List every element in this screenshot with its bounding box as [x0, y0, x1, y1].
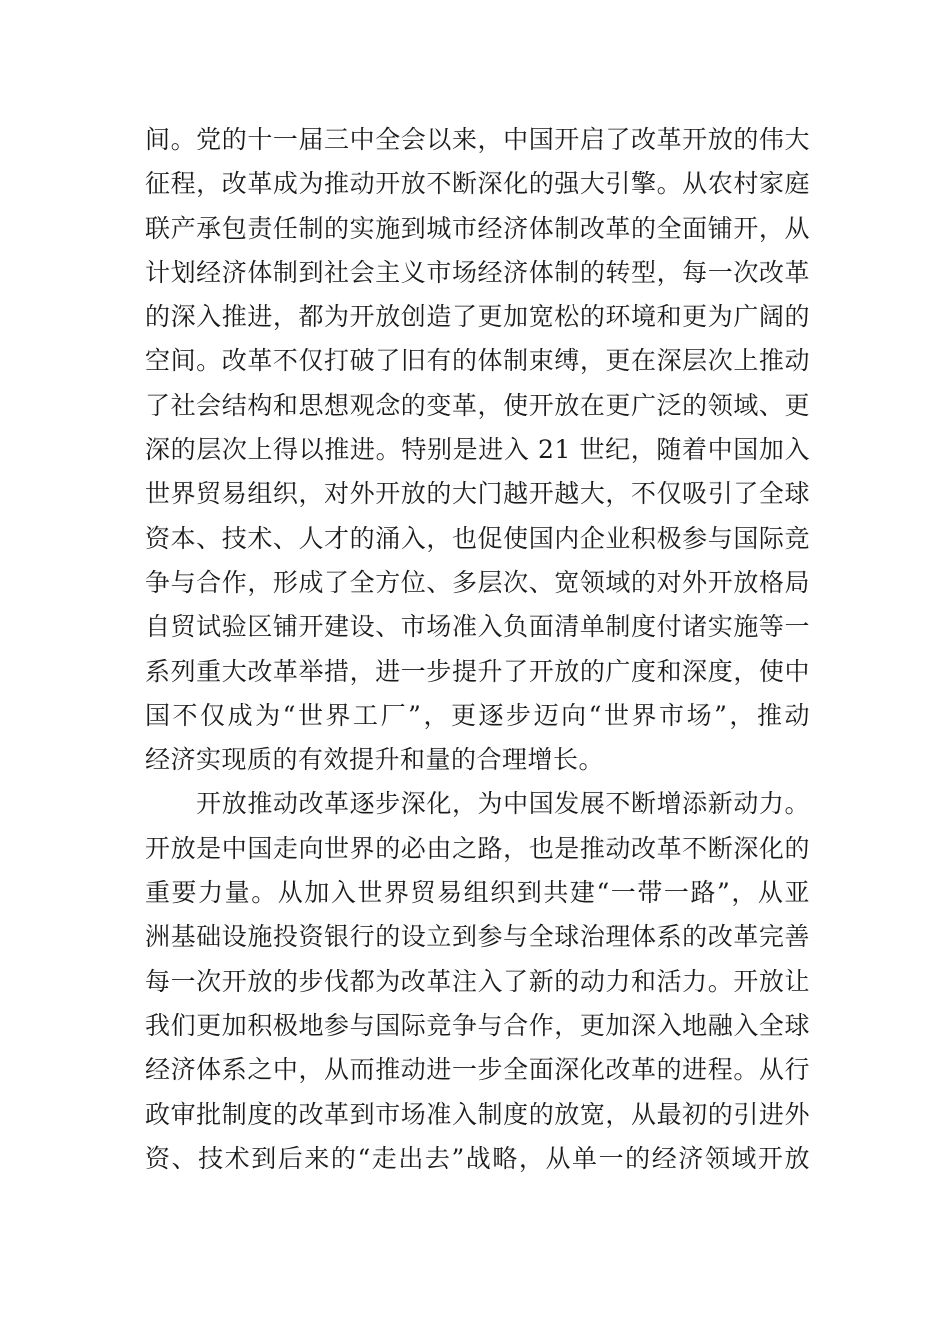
text-line: 自贸试验区铺开建设、市场准入负面清单制度付诸实施等一: [145, 612, 810, 642]
text-line: 的深入推进，都为开放创造了更加宽松的环境和更为广阔的: [145, 302, 810, 332]
text-line: 重要力量。从加入世界贸易组织到共建“一带一路”，从亚: [145, 878, 810, 908]
text-line: 经济实现质的有效提升和量的合理增长。: [145, 745, 605, 775]
text-line: 政审批制度的改革到市场准入制度的放宽，从最初的引进外: [145, 1099, 810, 1129]
text-line: 经济体系之中，从而推动进一步全面深化改革的进程。从行: [145, 1055, 810, 1085]
text-line: 开放推动改革逐步深化，为中国发展不断增添新动力。: [145, 789, 810, 819]
text-line: 开放是中国走向世界的必由之路，也是推动改革不断深化的: [145, 833, 810, 863]
body-text: [145, 118, 810, 1181]
text-line: 了社会结构和思想观念的变革，使开放在更广泛的领域、更: [145, 390, 810, 420]
text-line: 国不仅成为“世界工厂”，更逐步迈向“世界市场”，推动: [145, 700, 811, 730]
text-line: 空间。改革不仅打破了旧有的体制束缚，更在深层次上推动: [145, 346, 810, 376]
text-line: 每一次开放的步伐都为改革注入了新的动力和活力。开放让: [145, 966, 810, 996]
text-line: 争与合作，形成了全方位、多层次、宽领域的对外开放格局: [145, 567, 810, 597]
text-line: 系列重大改革举措，进一步提升了开放的广度和深度，使中: [145, 656, 810, 686]
text-line: 世界贸易组织，对外开放的大门越开越大，不仅吸引了全球: [145, 479, 810, 509]
text-line: 我们更加积极地参与国际竞争与合作，更加深入地融入全球: [145, 1010, 810, 1040]
text-line: 间。党的十一届三中全会以来，中国开启了改革开放的伟大: [145, 125, 810, 154]
text-line: 计划经济体制到社会主义市场经济体制的转型，每一次改革: [145, 257, 810, 287]
text-line: 征程，改革成为推动开放不断深化的强大引擎。从农村家庭: [145, 169, 810, 199]
text-line: 资、技术到后来的“走出去”战略，从单一的经济领域开放: [145, 1143, 810, 1173]
text-line: 联产承包责任制的实施到城市经济体制改革的全面铺开，从: [145, 213, 810, 243]
text-line: 深的层次上得以推进。特别是进入 21 世纪，随着中国加入: [145, 435, 810, 465]
text-line: 资本、技术、人才的涌入，也促使国内企业积极参与国际竞: [145, 523, 810, 553]
text-line: 洲基础设施投资银行的设立到参与全球治理体系的改革完善: [145, 922, 810, 952]
